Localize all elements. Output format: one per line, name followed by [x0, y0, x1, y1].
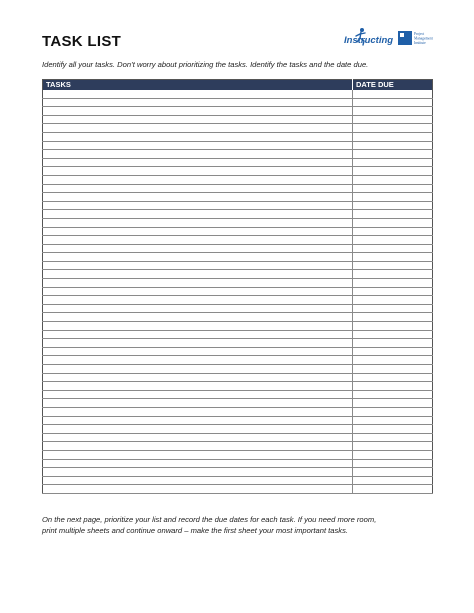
table-row [43, 390, 433, 399]
date-due-cell[interactable] [353, 167, 433, 176]
table-row [43, 236, 433, 245]
date-due-cell[interactable] [353, 450, 433, 459]
task-cell[interactable] [43, 236, 353, 245]
table-row [43, 115, 433, 124]
table-row [43, 175, 433, 184]
task-cell[interactable] [43, 425, 353, 434]
task-cell[interactable] [43, 184, 353, 193]
task-cell[interactable] [43, 485, 353, 494]
date-due-cell[interactable] [353, 244, 433, 253]
task-cell[interactable] [43, 261, 353, 270]
table-row [43, 167, 433, 176]
date-due-cell[interactable] [353, 218, 433, 227]
task-cell[interactable] [43, 141, 353, 150]
table-row [43, 347, 433, 356]
table-row [43, 407, 433, 416]
task-cell[interactable] [43, 459, 353, 468]
table-row [43, 425, 433, 434]
table-header-row [43, 80, 433, 91]
task-cell[interactable] [43, 407, 353, 416]
date-due-cell[interactable] [353, 304, 433, 313]
date-due-cell[interactable] [353, 373, 433, 382]
task-cell[interactable] [43, 416, 353, 425]
task-rows [43, 90, 433, 493]
task-cell[interactable] [43, 115, 353, 124]
instructing-logo [342, 26, 438, 52]
table-row [43, 201, 433, 210]
date-due-cell[interactable] [353, 476, 433, 485]
date-due-cell[interactable] [353, 141, 433, 150]
date-due-cell[interactable] [353, 347, 433, 356]
date-due-cell[interactable] [353, 150, 433, 159]
date-due-cell[interactable] [353, 322, 433, 331]
table-row [43, 459, 433, 468]
logo-wordmark: Instructing [344, 35, 394, 46]
table-row [43, 313, 433, 322]
date-due-cell[interactable] [353, 201, 433, 210]
footer-line-1: On the next page, prioritize your list and record the due dates for each task. If you need more room, [42, 515, 377, 524]
task-cell[interactable] [43, 201, 353, 210]
table-row [43, 184, 433, 193]
task-cell[interactable] [43, 468, 353, 477]
task-cell[interactable] [43, 390, 353, 399]
table-row [43, 296, 433, 305]
table-row [43, 365, 433, 374]
table-row [43, 442, 433, 451]
task-cell[interactable] [43, 167, 353, 176]
column-header-date-due: DATE DUE [353, 80, 433, 91]
table-row [43, 227, 433, 236]
instructions-text: Identify all your tasks. Don’t worry about prioritizing the tasks. Identify the tasks and the date due. [42, 60, 369, 69]
task-cell[interactable] [43, 90, 353, 98]
task-cell[interactable] [43, 227, 353, 236]
date-due-cell[interactable] [353, 193, 433, 202]
footer-line-2: print multiple sheets and continue onward – make the first sheet your most important tasks. [42, 526, 349, 535]
date-due-cell[interactable] [353, 270, 433, 279]
table-row [43, 150, 433, 159]
date-due-cell[interactable] [353, 339, 433, 348]
task-cell[interactable] [43, 304, 353, 313]
table-row [43, 158, 433, 167]
table-row [43, 210, 433, 219]
table-row [43, 339, 433, 348]
date-due-cell[interactable] [353, 184, 433, 193]
task-cell[interactable] [43, 373, 353, 382]
table-row [43, 382, 433, 391]
date-due-cell[interactable] [353, 210, 433, 219]
task-cell[interactable] [43, 450, 353, 459]
table-row [43, 90, 433, 98]
table-row [43, 244, 433, 253]
task-cell[interactable] [43, 287, 353, 296]
table-row [43, 132, 433, 141]
task-cell[interactable] [43, 476, 353, 485]
logo-subtext-2: Management [414, 36, 433, 41]
task-cell[interactable] [43, 339, 353, 348]
date-due-cell[interactable] [353, 261, 433, 270]
date-due-cell[interactable] [353, 382, 433, 391]
task-cell[interactable] [43, 132, 353, 141]
date-due-cell[interactable] [353, 442, 433, 451]
date-due-cell[interactable] [353, 236, 433, 245]
date-due-cell[interactable] [353, 107, 433, 116]
date-due-cell[interactable] [353, 356, 433, 365]
table-row [43, 356, 433, 365]
date-due-cell[interactable] [353, 390, 433, 399]
table-row [43, 304, 433, 313]
task-cell[interactable] [43, 244, 353, 253]
date-due-cell[interactable] [353, 468, 433, 477]
date-due-cell[interactable] [353, 132, 433, 141]
date-due-cell[interactable] [353, 485, 433, 494]
table-row [43, 218, 433, 227]
task-cell[interactable] [43, 399, 353, 408]
date-due-cell[interactable] [353, 425, 433, 434]
task-cell[interactable] [43, 313, 353, 322]
date-due-cell[interactable] [353, 115, 433, 124]
table-row [43, 261, 433, 270]
table-row [43, 98, 433, 107]
task-cell[interactable] [43, 330, 353, 339]
task-cell[interactable] [43, 279, 353, 288]
task-cell[interactable] [43, 107, 353, 116]
task-cell[interactable] [43, 193, 353, 202]
page-title: TASK LIST [42, 33, 122, 50]
task-cell[interactable] [43, 382, 353, 391]
footer-note [42, 514, 442, 536]
date-due-cell[interactable] [353, 279, 433, 288]
logo-subtext-1: Project [414, 32, 425, 36]
date-due-cell[interactable] [353, 175, 433, 184]
task-cell[interactable] [43, 210, 353, 219]
table-row [43, 279, 433, 288]
date-due-cell[interactable] [353, 296, 433, 305]
task-cell[interactable] [43, 218, 353, 227]
task-cell[interactable] [43, 442, 353, 451]
task-cell[interactable] [43, 270, 353, 279]
date-due-cell[interactable] [353, 90, 433, 98]
table-row [43, 468, 433, 477]
date-due-cell[interactable] [353, 365, 433, 374]
date-due-cell[interactable] [353, 416, 433, 425]
table-row [43, 287, 433, 296]
date-due-cell[interactable] [353, 330, 433, 339]
task-cell[interactable] [43, 296, 353, 305]
date-due-cell[interactable] [353, 399, 433, 408]
table-row [43, 433, 433, 442]
table-row [43, 253, 433, 262]
task-cell[interactable] [43, 124, 353, 133]
task-cell[interactable] [43, 98, 353, 107]
date-due-cell[interactable] [353, 158, 433, 167]
date-due-cell[interactable] [353, 433, 433, 442]
task-cell[interactable] [43, 322, 353, 331]
task-cell[interactable] [43, 175, 353, 184]
column-header-tasks: TASKS [43, 80, 353, 91]
date-due-cell[interactable] [353, 124, 433, 133]
table-row [43, 373, 433, 382]
date-due-cell[interactable] [353, 98, 433, 107]
date-due-cell[interactable] [353, 459, 433, 468]
task-cell[interactable] [43, 365, 353, 374]
task-cell[interactable] [43, 158, 353, 167]
task-table [42, 79, 433, 494]
date-due-cell[interactable] [353, 313, 433, 322]
task-cell[interactable] [43, 433, 353, 442]
table-row [43, 450, 433, 459]
table-row [43, 107, 433, 116]
table-row [43, 476, 433, 485]
date-due-cell[interactable] [353, 253, 433, 262]
date-due-cell[interactable] [353, 407, 433, 416]
logo-subtext-3: Institute [414, 41, 426, 45]
task-cell[interactable] [43, 347, 353, 356]
table-row [43, 270, 433, 279]
table-row [43, 141, 433, 150]
task-cell[interactable] [43, 150, 353, 159]
table-row [43, 322, 433, 331]
table-row [43, 330, 433, 339]
table-row [43, 193, 433, 202]
task-cell[interactable] [43, 356, 353, 365]
table-row [43, 416, 433, 425]
table-row [43, 124, 433, 133]
task-cell[interactable] [43, 253, 353, 262]
table-row [43, 399, 433, 408]
date-due-cell[interactable] [353, 287, 433, 296]
table-row [43, 485, 433, 494]
date-due-cell[interactable] [353, 227, 433, 236]
